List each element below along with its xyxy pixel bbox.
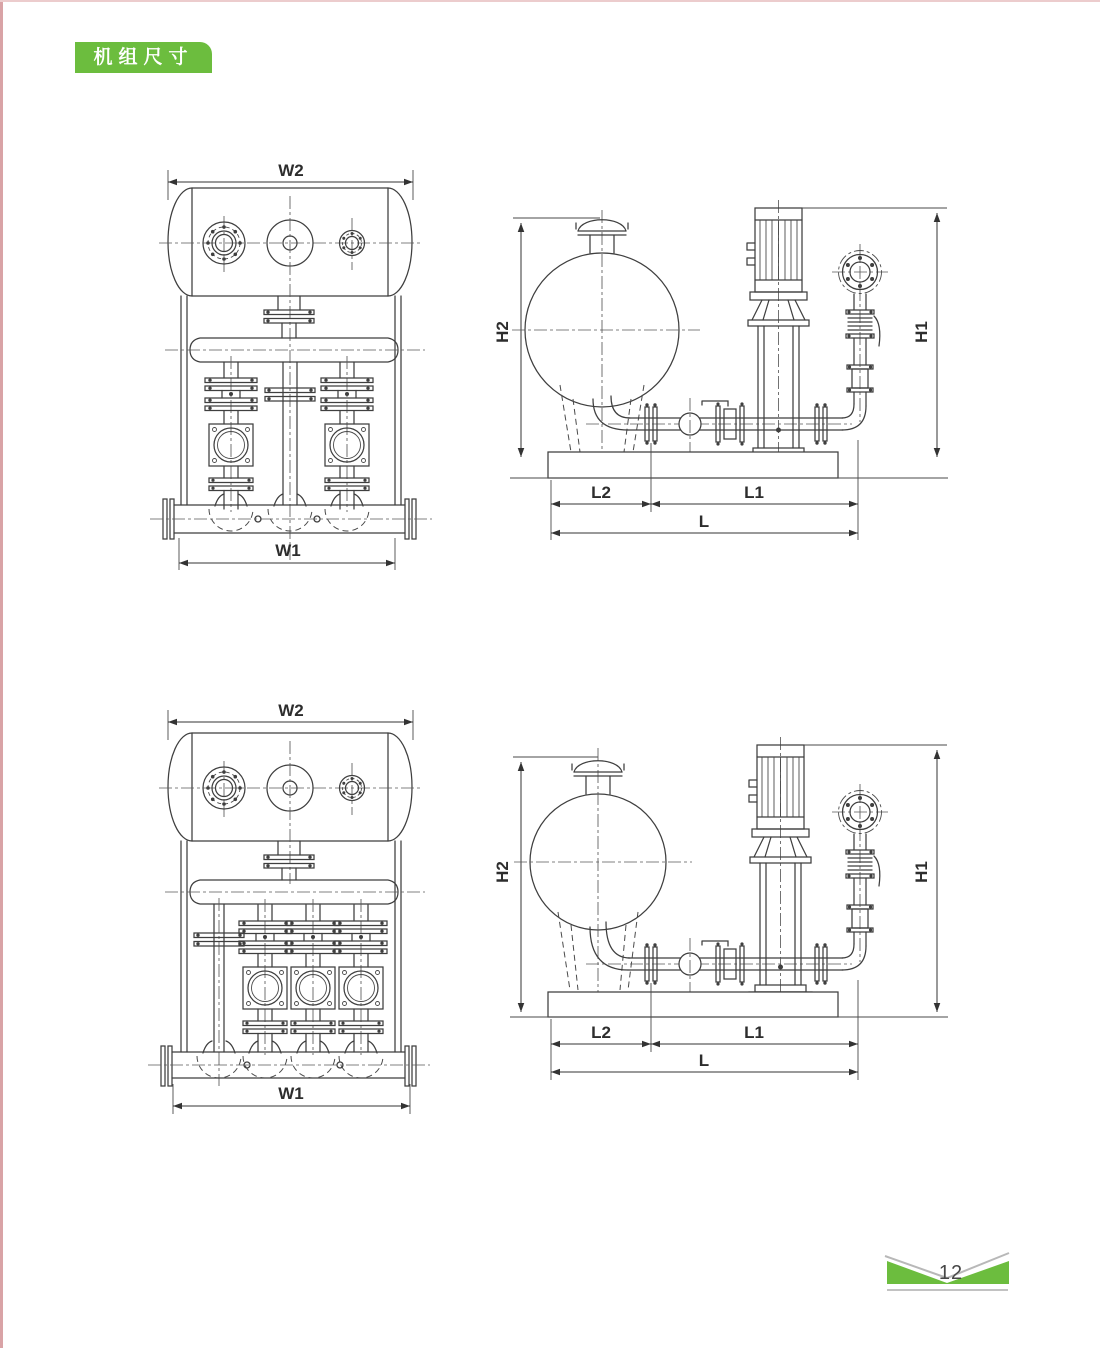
drain-pipe — [194, 898, 244, 1086]
pump-assembly-1 — [239, 899, 291, 1055]
dim-label-l1: L1 — [744, 1023, 764, 1042]
base-frame — [548, 992, 838, 1017]
dim-label-w1: W1 — [275, 541, 301, 560]
pump-assembly-right — [321, 356, 373, 512]
dim-label-l: L — [698, 512, 710, 531]
dim-label-w2: W2 — [278, 701, 304, 720]
drawing-side-two-pump-unit — [493, 200, 948, 540]
footer-ribbon — [885, 1253, 1009, 1290]
dim-label-l: L — [698, 1051, 710, 1070]
base-frame — [548, 452, 838, 478]
discharge-riser — [832, 784, 888, 970]
dim-label-h2: H2 — [493, 321, 512, 343]
pressure-tank-front — [159, 188, 421, 560]
section-title: 机组尺寸 — [93, 47, 194, 68]
page-number: 12 — [938, 1262, 964, 1284]
suction-manifold — [148, 1041, 430, 1086]
pump-assembly-3 — [335, 899, 387, 1055]
spherical-tank-side — [512, 210, 700, 472]
dim-label-h2: H2 — [493, 861, 512, 883]
drawing-side-three-pump-unit — [493, 737, 948, 1080]
inline-valve — [702, 941, 744, 986]
tank-outlet-flange — [264, 310, 314, 323]
pressure-tank-front — [159, 733, 421, 884]
inline-valve — [702, 401, 744, 446]
suction-piping-side — [586, 922, 852, 992]
pump-assembly-left — [205, 356, 257, 512]
dim-label-h1: H1 — [912, 321, 931, 343]
drawing-front-three-pump-unit — [148, 701, 430, 1114]
tank-outlet-flange — [264, 855, 314, 868]
dim-label-h1: H1 — [912, 861, 931, 883]
vertical-pump-with-motor — [747, 200, 810, 462]
discharge-riser — [832, 244, 888, 430]
drawing-front-two-pump-unit — [150, 161, 432, 570]
spherical-tank-side — [514, 748, 692, 1010]
vertical-pump-with-motor — [749, 737, 812, 999]
dim-label-l2: L2 — [591, 1023, 611, 1042]
dim-label-w1: W1 — [278, 1084, 304, 1103]
dim-label-l2: L2 — [591, 483, 611, 502]
pump-assembly-2 — [287, 899, 339, 1055]
dim-label-l1: L1 — [744, 483, 764, 502]
dim-label-w2: W2 — [278, 161, 304, 180]
suction-piping-side — [586, 396, 852, 452]
suction-manifold — [150, 494, 432, 539]
